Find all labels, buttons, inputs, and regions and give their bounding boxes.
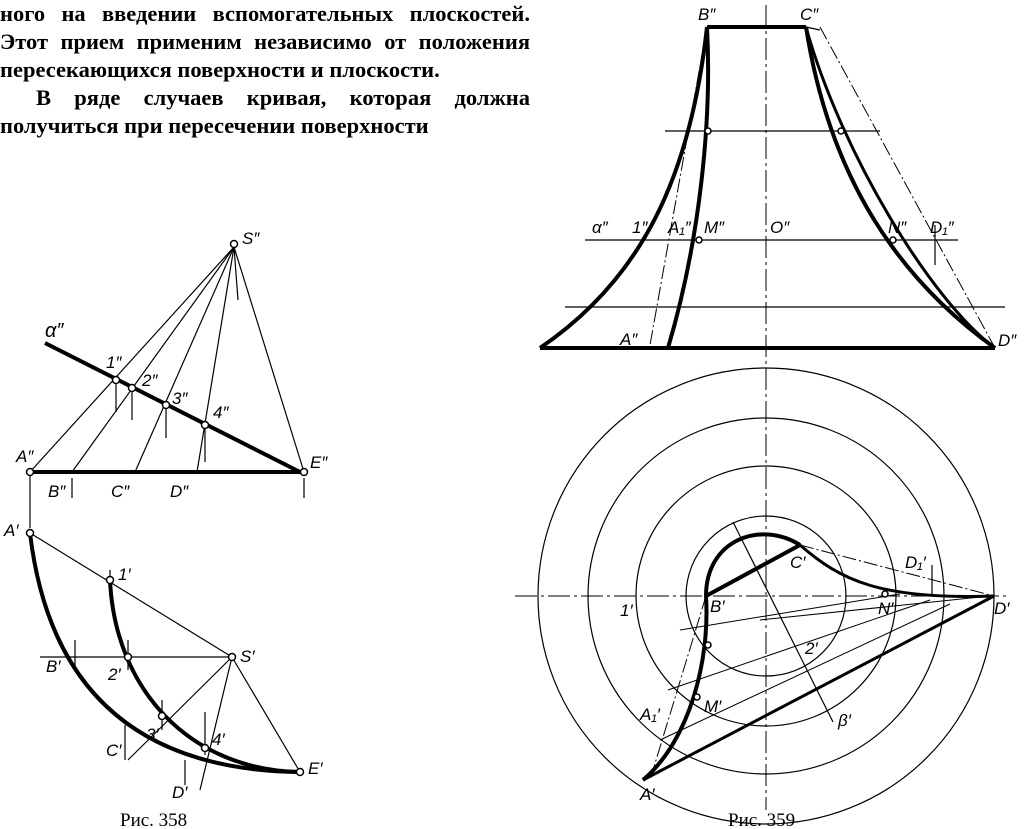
pt-b — [838, 128, 844, 134]
dash-right — [820, 27, 995, 348]
label-d2-359: D″ — [998, 331, 1017, 350]
point-4pp — [202, 422, 209, 429]
ray-s-b — [72, 247, 234, 472]
paragraph-1: ного на введении вспомогательных плоскостей. Этот прием применим независимо от положения пересекающихся поверхности и плоскости. — [0, 1, 530, 82]
label-a1: A′ — [4, 521, 19, 540]
paragraph-2: В ряде случаев кривая, которая должна получиться при пересечении поверхности — [0, 85, 530, 138]
label-one1: 1′ — [620, 601, 633, 620]
caption-358: Рис. 358 — [120, 810, 188, 829]
label-two1: 2′ — [805, 639, 818, 658]
label-a1-2: A₁″ — [668, 218, 691, 237]
figure-359 — [515, 5, 1010, 824]
label-a2-359: A″ — [620, 330, 638, 349]
point-q3 — [159, 713, 166, 720]
caption-359: Рис. 359 — [728, 810, 796, 829]
dash-left — [650, 27, 707, 345]
label-a1-359: A′ — [640, 785, 655, 804]
label-s2: S″ — [242, 229, 260, 248]
dash-cd — [800, 545, 994, 596]
label-4pp: 4″ — [213, 403, 229, 422]
label-m1: M′ — [704, 697, 722, 716]
point-e1 — [297, 769, 304, 776]
line-e-s — [232, 657, 300, 772]
label-b1-359: B′ — [710, 597, 725, 616]
label-d1-1: D₁′ — [905, 553, 926, 572]
pt-plan-1 — [705, 642, 711, 648]
ray-s-a — [30, 247, 234, 472]
label-c1: C′ — [106, 741, 122, 760]
label-d2: D″ — [170, 482, 189, 501]
label-q4: 4′ — [212, 730, 225, 749]
ray-s-c — [135, 247, 234, 472]
label-beta: β′ — [838, 711, 851, 730]
outline-right — [806, 27, 995, 348]
point-s1 — [229, 654, 236, 661]
label-c2: C″ — [111, 482, 130, 501]
point-epp — [301, 469, 308, 476]
pt-n2 — [890, 237, 896, 243]
ray-s-e — [234, 247, 304, 472]
label-q3: 3′ — [146, 725, 159, 744]
label-q1: 1′ — [118, 565, 131, 584]
point-2pp — [129, 385, 136, 392]
pt-m2 — [696, 237, 702, 243]
label-a2: A″ — [16, 447, 34, 466]
label-n2: N″ — [888, 218, 907, 237]
label-c2-359: C″ — [800, 5, 819, 24]
label-d1-359: D′ — [994, 599, 1010, 618]
label-alpha: α″ — [45, 320, 64, 342]
figure-358 — [27, 241, 308, 791]
pt-a — [705, 128, 711, 134]
label-d1: D′ — [172, 783, 188, 802]
figure-359-labels — [592, 5, 1017, 804]
point-q2 — [125, 654, 132, 661]
base-curve-top — [30, 533, 300, 772]
label-alpha-359: α″ — [592, 218, 608, 237]
label-n1: N′ — [878, 599, 894, 618]
label-e2: E″ — [310, 453, 328, 472]
label-b1: B′ — [46, 657, 61, 676]
pt-n1 — [882, 591, 888, 597]
point-q1 — [107, 577, 114, 584]
point-spp — [231, 241, 238, 248]
alpha-trace — [45, 343, 304, 474]
label-b2-359: B″ — [698, 5, 716, 24]
label-a1-1: A₁′ — [640, 705, 660, 724]
point-a1 — [27, 530, 34, 537]
point-q4 — [202, 745, 209, 752]
label-b2: B″ — [48, 482, 66, 501]
label-2pp: 2″ — [142, 371, 158, 390]
ray-s-d — [197, 247, 234, 472]
point-app — [27, 469, 34, 476]
label-3pp: 3″ — [172, 389, 188, 408]
pt-m1 — [694, 694, 700, 700]
label-e1: E′ — [308, 759, 323, 778]
section-front-right — [806, 27, 995, 348]
label-s1: S′ — [240, 647, 255, 666]
label-q2: 2′ — [108, 665, 121, 684]
label-d1-2: D₁″ — [930, 218, 954, 237]
label-one2: 1″ — [632, 218, 648, 237]
point-3pp — [163, 402, 170, 409]
label-m2: M″ — [704, 218, 725, 237]
label-c1-359: C′ — [790, 553, 806, 572]
label-o2: O″ — [770, 218, 790, 237]
label-1pp: 1″ — [106, 353, 122, 372]
point-1pp — [113, 377, 120, 384]
